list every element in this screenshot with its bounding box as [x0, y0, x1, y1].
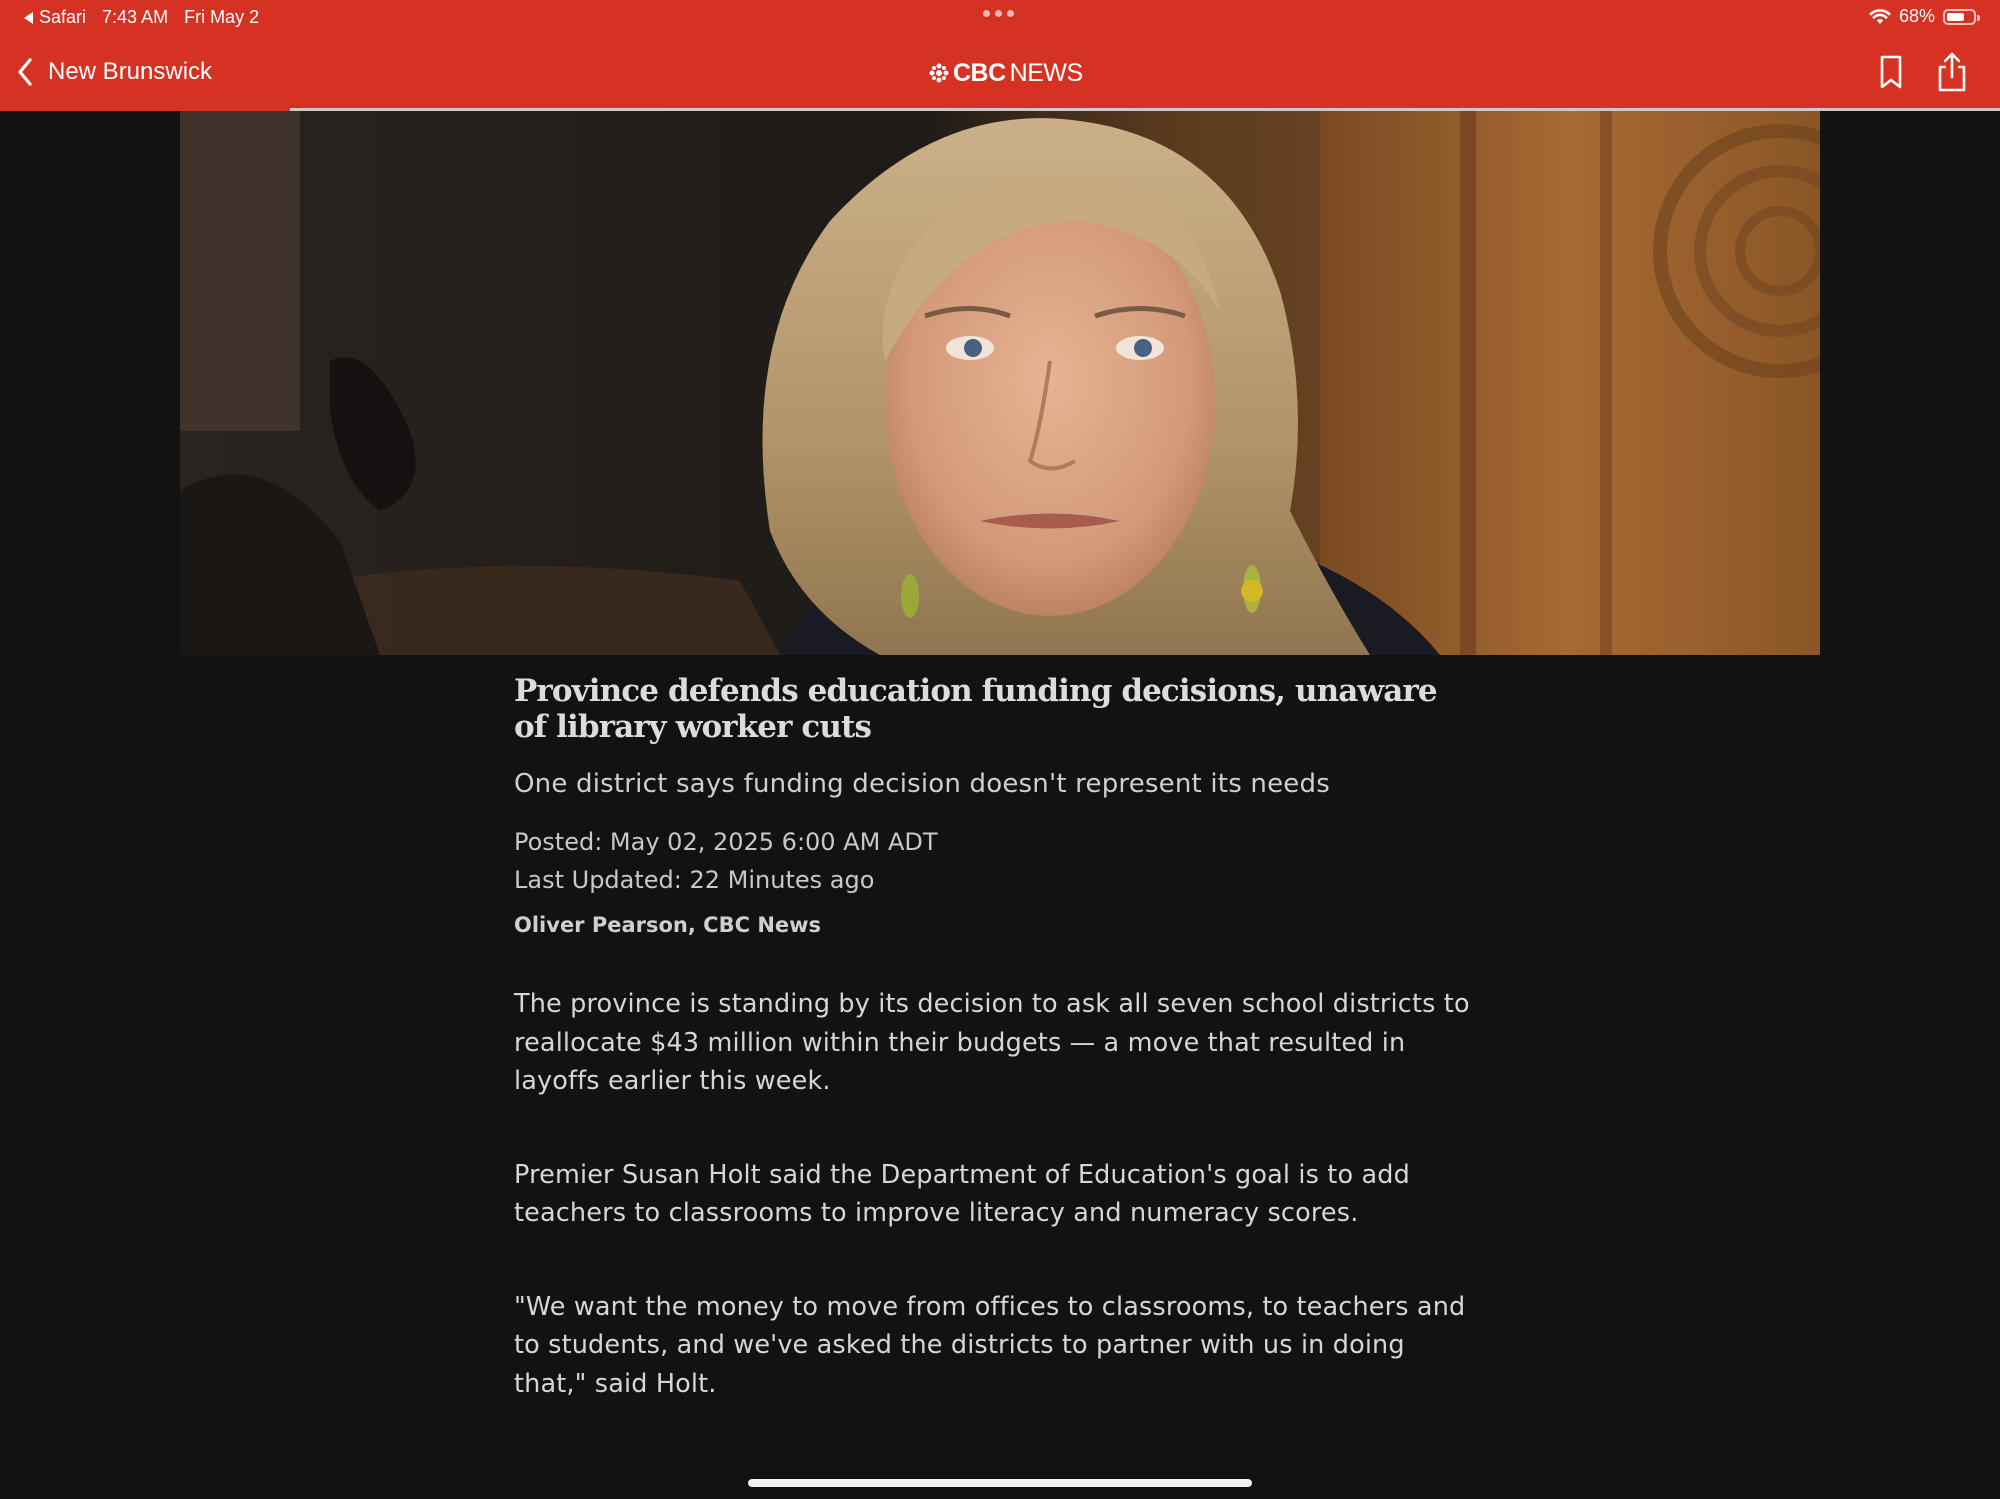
cbc-gem-icon — [929, 63, 949, 83]
bookmark-button[interactable] — [1876, 52, 1906, 92]
share-icon — [1934, 50, 1970, 94]
back-button[interactable] — [16, 52, 212, 92]
status-left — [24, 7, 259, 28]
share-button[interactable] — [1934, 50, 1970, 94]
home-indicator[interactable] — [748, 1479, 1252, 1487]
article-subheadline: One district says funding decision doesn't represent its needs — [514, 769, 1330, 799]
article-paragraph: The province is standing by its decision to ask all seven school districts to reallocate $43 million within their budgets — a move that resulted in layoffs earlier this week. — [514, 989, 1470, 1096]
chevron-left-icon — [16, 57, 34, 87]
article-byline: Oliver Pearson, CBC News — [514, 913, 822, 937]
battery-percent: 68% — [1898, 6, 1935, 26]
article-meta — [514, 823, 1474, 899]
article-paragraph: Premier Susan Holt said the Department of Education's goal is to add teachers to classrooms to improve literacy and numeracy scores. — [514, 1159, 1410, 1228]
hero-photo — [180, 111, 1820, 655]
battery-icon — [1943, 9, 1976, 25]
status-date: Fri May 2 — [184, 7, 260, 27]
back-triangle-icon — [24, 12, 33, 24]
cbc-news-logo — [929, 58, 1083, 88]
wifi-icon — [1869, 8, 1891, 25]
back-app-label: Safari — [39, 7, 87, 27]
back-button-label: New Brunswick — [48, 58, 213, 85]
back-to-app-link[interactable] — [24, 7, 86, 28]
status-time: 7:43 AM — [102, 7, 169, 27]
article-body — [514, 673, 1474, 1403]
last-updated: Last Updated: 22 Minutes ago — [514, 866, 875, 894]
multitasking-dots-icon[interactable] — [983, 10, 1014, 17]
article-headline: Province defends education funding decisions, unaware of library worker cuts — [514, 673, 1437, 745]
brand-news: NEWS — [1009, 58, 1083, 87]
battery-level-fill — [1947, 13, 1964, 21]
app-header — [0, 0, 2000, 108]
bookmark-icon — [1876, 52, 1906, 92]
status-bar — [0, 0, 2000, 34]
status-right — [1869, 6, 1976, 27]
article-paragraph: "We want the money to move from offices to classrooms, to teachers and to students, and we've asked the districts to partner with us in doing that," said Holt. — [514, 1291, 1466, 1399]
brand-cbc: CBC — [953, 58, 1006, 87]
article-hero-image — [180, 111, 1820, 655]
posted-date: Posted: May 02, 2025 6:00 AM ADT — [514, 828, 938, 856]
